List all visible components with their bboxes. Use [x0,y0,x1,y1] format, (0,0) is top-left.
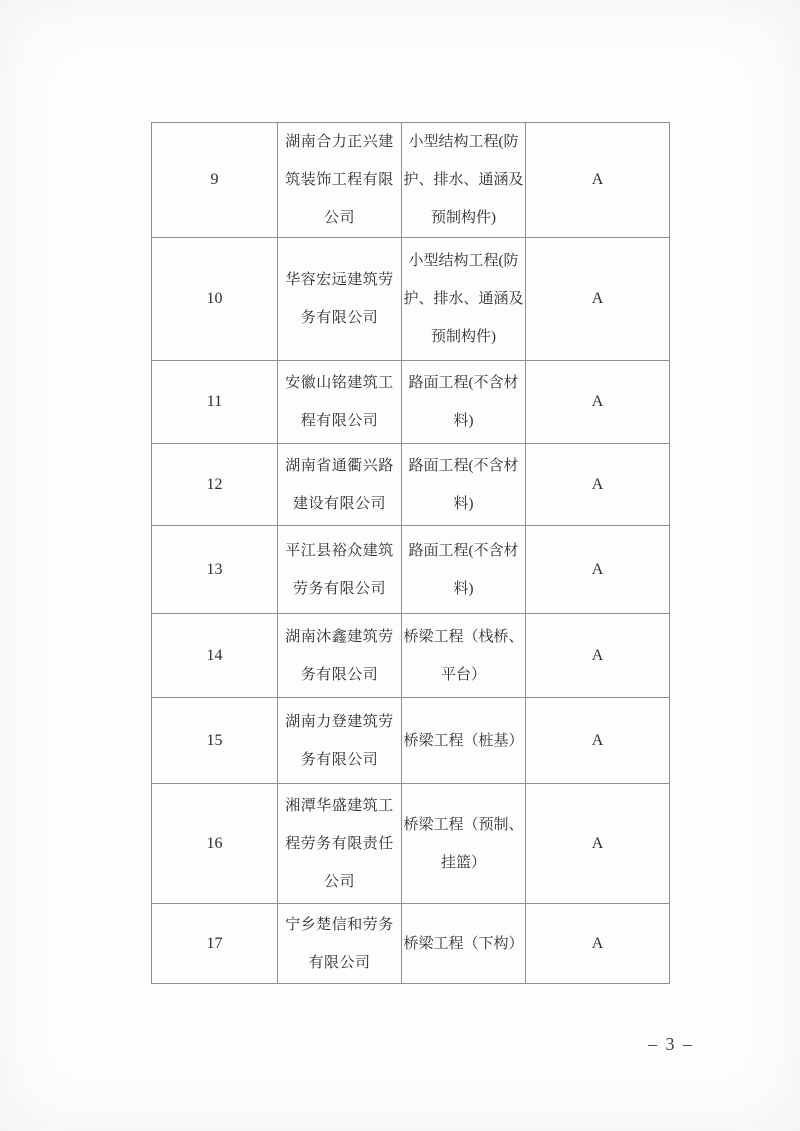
row-number-cell [152,904,278,984]
row-number-cell-text: 17 [206,934,223,952]
row-number-cell [152,698,278,784]
work-scope-cell-text: 桥梁工程（下构） [403,935,524,952]
grade-cell [526,904,670,984]
page-number: – 3 – [648,1034,694,1054]
grade-cell-text: A [591,834,604,852]
company-name-cell-text: 安徽山铭建筑工程有限公司 [285,375,394,429]
company-name-cell-text: 湖南省通衢兴路建设有限公司 [285,457,394,512]
grade-cell [526,526,670,614]
row-number-cell-text: 16 [206,834,223,852]
work-scope-cell-text: 桥梁工程（预制、挂篮） [403,816,524,871]
row-number-cell [152,526,278,614]
grade-cell-text: A [591,560,604,578]
row-number-cell-text: 14 [206,646,223,664]
grade-cell [526,698,670,784]
qualification-table [151,122,670,984]
company-name-cell-text: 湖南合力正兴建筑装饰工程有限公司 [285,134,394,226]
grade-cell-text: A [591,475,604,493]
work-scope-cell-text: 小型结构工程(防护、排水、通涵及预制构件) [403,253,524,345]
work-scope-cell [402,444,526,526]
row-number-cell [152,784,278,904]
row-number-cell [152,238,278,361]
grade-cell-text: A [591,171,604,188]
company-name-cell [278,904,402,984]
work-scope-cell [402,698,526,784]
table-row [152,698,670,784]
row-number-cell [152,444,278,526]
company-name-cell-text: 平江县裕众建筑劳务有限公司 [285,542,394,597]
work-scope-cell-text: 桥梁工程（桩基） [403,732,524,749]
table-row [152,238,670,361]
row-number-cell-text: 9 [210,171,219,188]
work-scope-cell [402,123,526,238]
work-scope-cell-text: 路面工程(不含材料) [408,375,519,429]
company-name-cell [278,361,402,444]
work-scope-cell [402,784,526,904]
row-number-cell-text: 15 [206,731,223,749]
table-row [152,526,670,614]
row-number-cell-text: 10 [206,290,223,307]
company-name-cell [278,526,402,614]
work-scope-cell [402,361,526,444]
row-number-cell-text: 13 [206,560,223,578]
work-scope-cell [402,904,526,984]
work-scope-cell [402,238,526,361]
grade-cell-text: A [591,646,604,664]
work-scope-cell-text: 小型结构工程(防护、排水、通涵及预制构件) [403,134,524,226]
grade-cell-text: A [591,290,604,307]
table-row [152,361,670,444]
company-name-cell-text: 湖南沐鑫建筑劳务有限公司 [285,628,394,683]
table-row [152,444,670,526]
grade-cell-text: A [591,731,604,749]
company-name-cell [278,614,402,698]
table-row [152,904,670,984]
grade-cell-text: A [591,393,604,410]
grade-cell-text: A [591,934,604,952]
row-number-cell [152,123,278,238]
work-scope-cell-text: 路面工程(不含材料) [408,457,519,512]
row-number-cell [152,614,278,698]
grade-cell [526,784,670,904]
grade-cell [526,444,670,526]
company-name-cell [278,123,402,238]
company-name-cell-text: 华容宏远建筑劳务有限公司 [285,272,394,326]
work-scope-cell-text: 路面工程(不含材料) [408,542,519,597]
grade-cell [526,614,670,698]
company-name-cell [278,698,402,784]
company-name-cell-text: 湘潭华盛建筑工程劳务有限责任公司 [285,797,394,890]
company-name-cell-text: 湖南力登建筑劳务有限公司 [285,713,394,768]
work-scope-cell-text: 桥梁工程（栈桥、平台） [403,628,524,683]
company-name-cell [278,784,402,904]
company-name-cell [278,444,402,526]
row-number-cell [152,361,278,444]
work-scope-cell [402,526,526,614]
table-row [152,784,670,904]
grade-cell [526,361,670,444]
table-body [152,123,670,984]
work-scope-cell [402,614,526,698]
row-number-cell-text: 11 [206,393,223,410]
grade-cell [526,238,670,361]
company-name-cell-text: 宁乡楚信和劳务有限公司 [285,916,394,971]
table-row [152,123,670,238]
grade-cell [526,123,670,238]
company-name-cell [278,238,402,361]
table-row [152,614,670,698]
row-number-cell-text: 12 [206,475,223,493]
